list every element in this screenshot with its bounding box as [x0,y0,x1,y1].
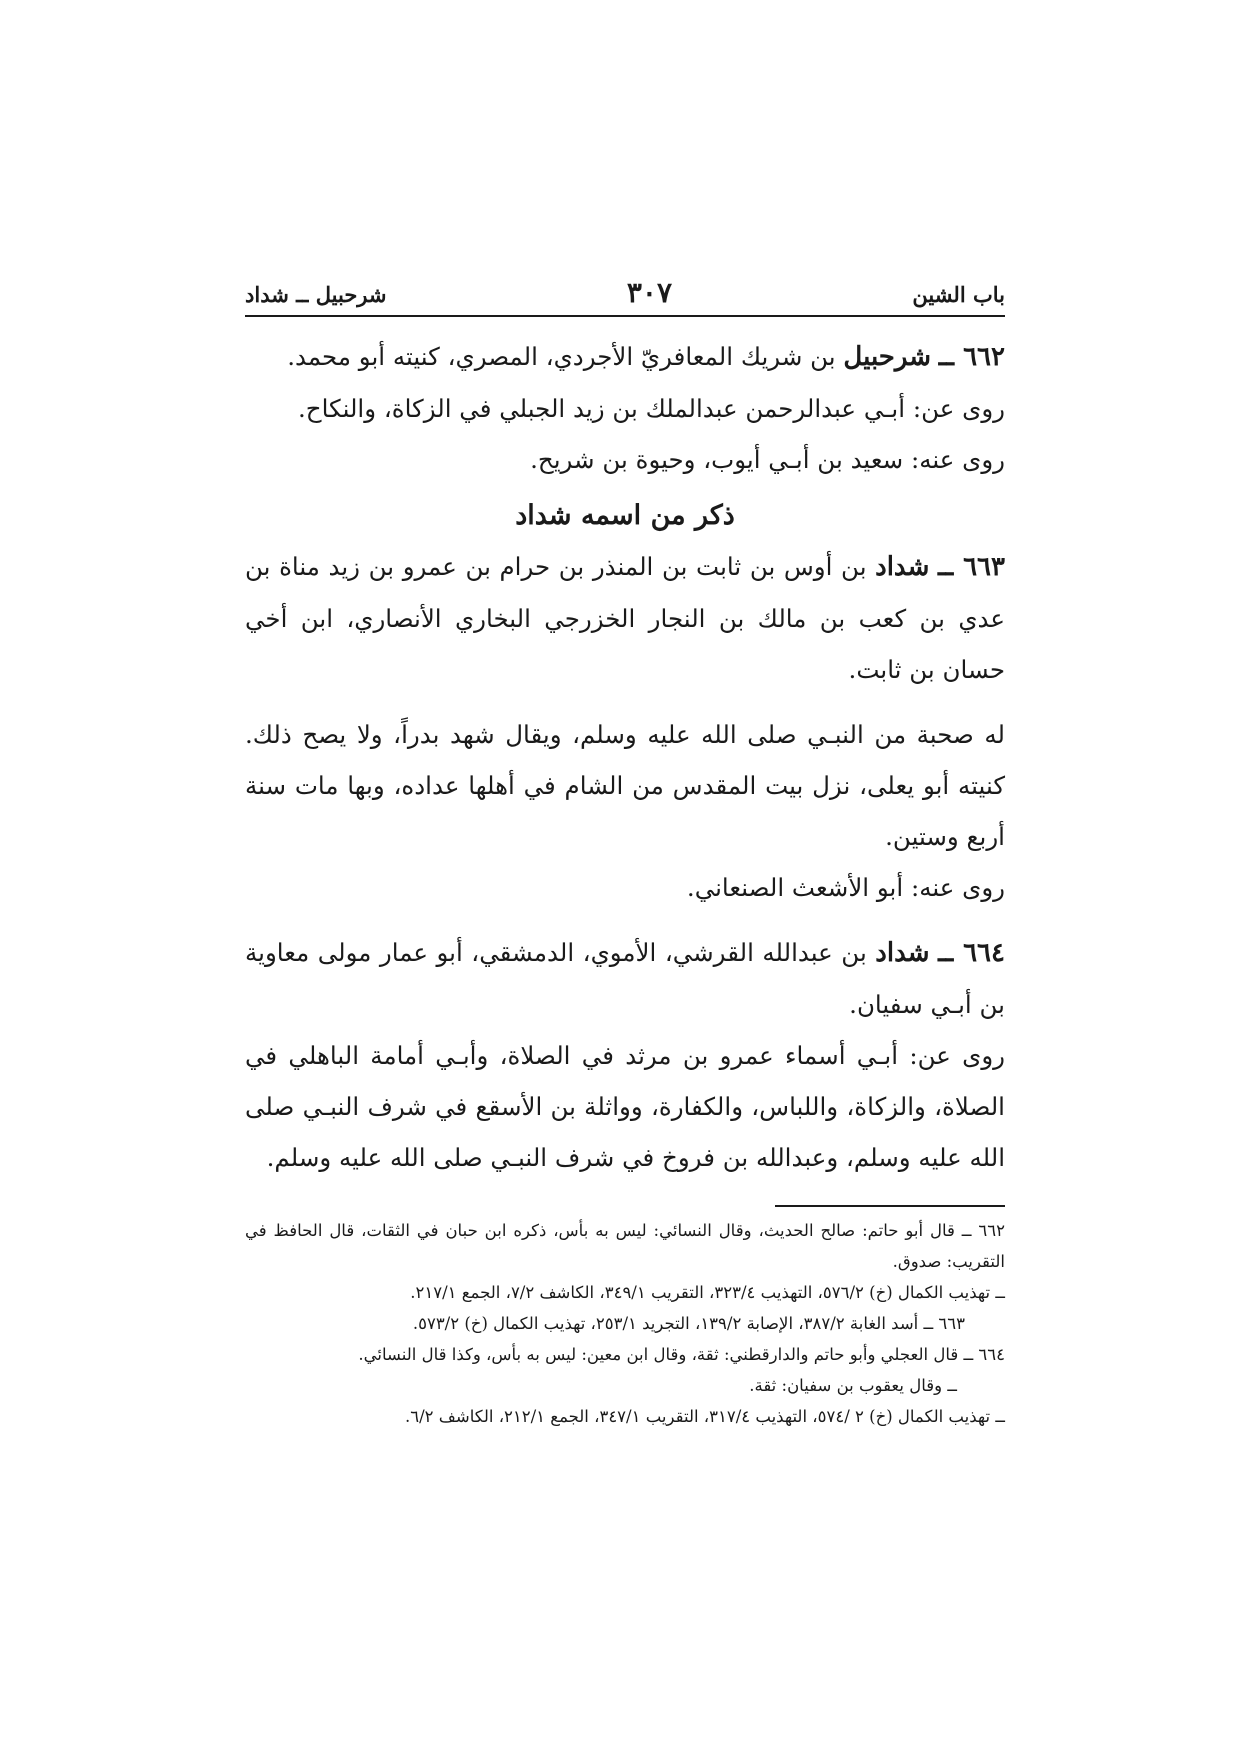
narrated-from: روى عن: أبـي عبدالرحمن عبدالملك بن زيد الجبلي في الزكاة، والنكاح. [297,394,1005,423]
book-page [245,275,1005,1432]
footnote-line: ــ تهذيب الكمال (خ) ٢ /٥٧٤، التهذيب ٣١٧/٤، التقريب ٣٤٧/١، الجمع ٢١٢/١، الكاشف ٦/٢. [405,1407,1005,1426]
footnote-line: ٦٦٣ ــ أسد الغابة ٣٨٧/٢، الإصابة ١٣٩/٢، التجريد ٢٥٣/١، تهذيب الكمال (خ) ٥٧٣/٢. [412,1314,965,1333]
entry-number: ٦٦٤ ــ [938,938,1005,968]
footnote-line: ــ وقال يعقوب بن سفيان: ثقة. [749,1376,957,1395]
entry-664-heading [245,927,1005,1030]
entry-663 [245,541,1005,913]
entry-number: ٦٦٢ ــ [938,342,1005,372]
entry-biography: له صحبة من النبـي صلى الله عليه وسلم، ويقال شهد بدراً، ولا يصح ذلك. كنيته أبو يعلى، نزل بيت المقدس من الشام في أهلها عداده، وبها مات سنة أربع وستين. [245,720,1005,851]
footnote-662 [245,1215,1005,1308]
entry-662 [245,331,1005,485]
entry-name: شرحبيل [843,342,931,372]
entry-662-heading [245,331,1005,383]
narrated-by: روى عنه: سعيد بن أبـي أيوب، وحيوة بن شريح. [530,445,1005,474]
entry-name: شداد [875,552,930,582]
narrated-by: روى عنه: أبو الأشعث الصنعاني. [686,873,1005,902]
section-heading: ذكر من اسمه شداد [515,500,735,531]
entry-number: ٦٦٣ ــ [937,552,1005,582]
footnote-line: ــ تهذيب الكمال (خ) ٥٧٦/٢، التهذيب ٣٢٣/٤، التقريب ٣٤٩/١، الكاشف ٧/٢، الجمع ٢١٧/١. [410,1283,1005,1302]
footnote-line: ٦٦٢ ــ قال أبو حاتم: صالح الحديث، وقال النسائي: ليس به بأس، ذكره ابن حبان في الثقات، قال الحافظ في التقريب: صدوق. [245,1221,1005,1271]
entry-663-heading [245,541,1005,695]
narrated-from: روى عن: أبـي أسماء عمرو بن مرثد في الصلاة، وأبـي أمامة الباهلي في الصلاة، والزكاة، واللباس، والكفارة، وواثلة بن الأسقع في شرف النبـي صلى الله عليه وسلم، وعبدالله بن فروخ في شرف النبـي صلى الله عليه وسلم. [245,1041,1005,1172]
footnote-line: ٦٦٤ ــ قال العجلي وأبو حاتم والدارقطني: ثقة، وقال ابن معين: ليس به بأس، وكذا قال النسائي. [358,1345,1005,1364]
chapter-title: باب الشين [912,282,1005,307]
footnote-divider [775,1205,1005,1207]
entry-name: شداد [875,938,930,968]
footnotes [245,1215,1005,1432]
entry-lineage: بن أوس بن ثابت بن المنذر بن حرام بن عمرو بن زيد مناة بن عدي بن كعب بن مالك بن النجار الخزرجي البخاري الأنصاري، ابن أخي حسان بن ثابت. [245,552,1005,684]
footnote-663 [245,1308,1005,1339]
header-divider [245,315,1005,317]
entry-664 [245,927,1005,1183]
entry-lineage: بن شريك المعافريّ الأجردي، المصري، كنيته أبو محمد. [287,342,844,371]
entry-lineage: بن عبدالله القرشي، الأموي، الدمشقي، أبو عمار مولى معاوية بن أبـي سفيان. [245,938,1005,1019]
page-number: ٣٠٧ [626,276,672,309]
running-header [245,275,1005,311]
entry-range-title: شرحبيل ــ شداد [245,282,387,307]
footnote-664 [245,1339,1005,1432]
